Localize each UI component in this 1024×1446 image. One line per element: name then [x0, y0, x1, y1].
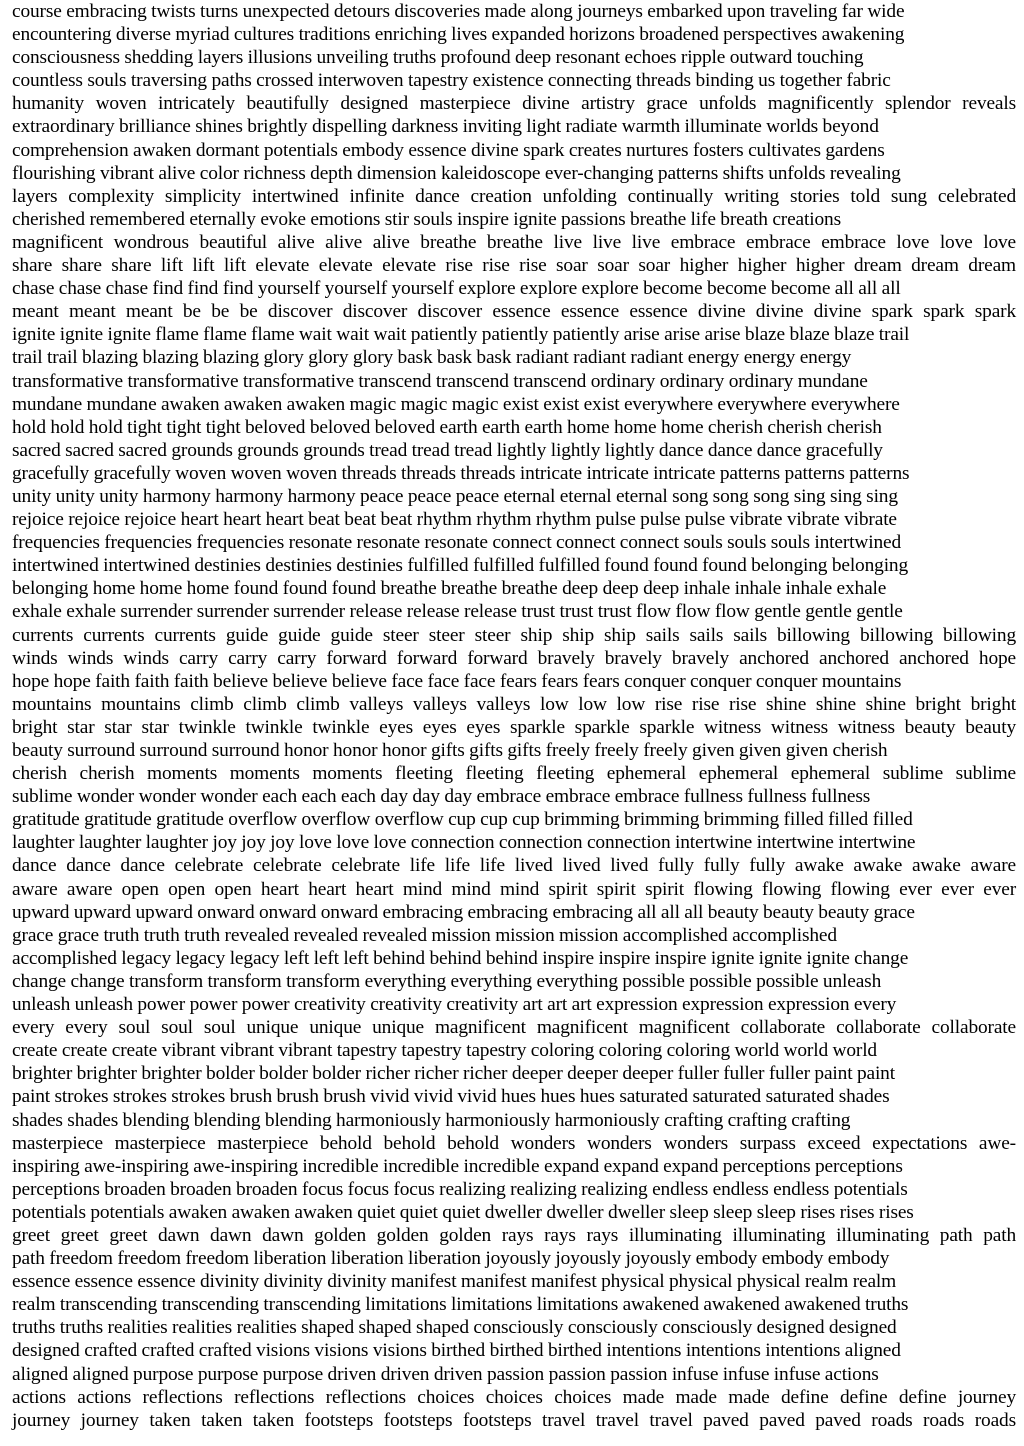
text-line: cherished remembered eternally evoke emotions stir souls inspire ignite passions breathe life breath creations	[12, 208, 841, 230]
text-line: cherish cherish moments moments moments fleeting fleeting fleeting ephemeral ephemeral ephemeral sublime sublime	[12, 763, 1016, 785]
text-line: greet greet greet dawn dawn dawn golden golden golden rays rays rays illuminating illuminating illuminating path path	[12, 1224, 1016, 1246]
text-line: belonging home home home found found found breathe breathe breathe deep deep deep inhale inhale inhale exhale	[12, 578, 887, 600]
text-line: encountering diverse myriad cultures traditions enriching lives expanded horizons broadened perspectives awakening	[12, 24, 905, 46]
text-line: layers complexity simplicity intertwined infinite dance creation unfolding continually writing stories told sung celebrated	[12, 185, 1016, 207]
text-line: share share share lift lift lift elevate elevate elevate rise rise rise soar soar soar higher higher higher dream dream dream	[12, 255, 1016, 277]
text-line: ignite ignite ignite flame flame flame wait wait wait patiently patiently patiently arise arise arise blaze blaze blaze trail	[12, 324, 910, 346]
text-line: gratitude gratitude gratitude overflow overflow overflow cup cup cup brimming brimming brimming filled filled filled	[12, 809, 913, 831]
text-line: mountains mountains climb climb climb valleys valleys valleys low low low rise rise rise shine shine shine bright bright	[12, 693, 1016, 715]
text-line: grace grace truth truth truth revealed revealed revealed mission mission mission accomplished accomplished	[12, 924, 837, 946]
text-line: change change transform transform transform everything everything everything possible possible possible unleash	[12, 970, 882, 992]
text-line: hope hope faith faith faith believe believe believe face face face fears fears fears conquer conquer conquer mountains	[12, 670, 902, 692]
text-line: create create create vibrant vibrant vibrant tapestry tapestry tapestry coloring coloring coloring world world world	[12, 1040, 877, 1062]
body-text	[12, 0, 1016, 1432]
text-line: chase chase chase find find find yourself yourself yourself explore explore explore become become become all all all	[12, 278, 901, 300]
text-line: actions actions reflections reflections reflections choices choices choices made made made define define define journey	[12, 1386, 1016, 1408]
text-line: comprehension awaken dormant potentials embody essence divine spark creates nurtures fosters cultivates gardens	[12, 139, 885, 161]
text-line: aware aware open open open heart heart heart mind mind mind spirit spirit spirit flowing flowing flowing ever ever ever	[12, 878, 1016, 900]
text-line: frequencies frequencies frequencies resonate resonate resonate connect connect connect souls souls souls intertwined	[12, 532, 902, 554]
text-line: consciousness shedding layers illusions unveiling truths profound deep resonant echoes ripple outward touching	[12, 47, 864, 69]
text-line: accomplished legacy legacy legacy left left left behind behind behind inspire inspire inspire ignite ignite ignite change	[12, 947, 909, 969]
text-line: potentials potentials awaken awaken awaken quiet quiet quiet dweller dweller dweller sleep sleep sleep rises rises rises	[12, 1201, 914, 1223]
text-line: unleash unleash power power power creativity creativity creativity art art art expression expression expression every	[12, 994, 897, 1016]
text-line: dance dance dance celebrate celebrate celebrate life life life lived lived lived fully fully fully awake awake awake aware	[12, 855, 1016, 877]
text-line: mundane mundane awaken awaken awaken magic magic magic exist exist exist everywhere everywhere everywhere	[12, 393, 900, 415]
text-line: journey journey taken taken taken footsteps footsteps footsteps travel travel travel paved paved paved roads roads roads	[12, 1409, 1016, 1431]
text-line: unity unity unity harmony harmony harmony peace peace peace eternal eternal eternal song song song sing sing sing	[12, 485, 898, 507]
text-line: intertwined intertwined destinies destinies destinies fulfilled fulfilled fulfilled found found found belonging belonging	[12, 555, 909, 577]
text-line: course embracing twists turns unexpected detours discoveries made along journeys embarked upon traveling far wide	[12, 1, 905, 22]
text-line: trail trail blazing blazing blazing glory glory glory bask bask bask radiant radiant radiant energy energy energy	[12, 347, 852, 369]
text-line: sublime wonder wonder wonder each each each day day day embrace embrace embrace fullness fullness fullness	[12, 786, 871, 808]
text-line: currents currents currents guide guide guide steer steer steer ship ship ship sails sails sails billowing billowing billowing	[12, 624, 1016, 646]
text-line: countless souls traversing paths crossed interwoven tapestry existence connecting threads binding us together fabric	[12, 70, 891, 92]
text-line: truths truths realities realities realities shaped shaped shaped consciously consciously consciously designed designed	[12, 1317, 897, 1339]
text-line: essence essence essence divinity divinity divinity manifest manifest manifest physical physical physical realm realm	[12, 1271, 897, 1293]
text-line: rejoice rejoice rejoice heart heart heart beat beat beat rhythm rhythm rhythm pulse pulse pulse vibrate vibrate vibrate	[12, 509, 897, 531]
text-line: perceptions broaden broaden broaden focus focus focus realizing realizing realizing endless endless endless potentials	[12, 1178, 908, 1200]
text-line: transformative transformative transformative transcend transcend transcend ordinary ordinary ordinary mundane	[12, 370, 868, 392]
text-line: gracefully gracefully woven woven woven threads threads threads intricate intricate intricate patterns patterns patterns	[12, 462, 910, 484]
text-line: magnificent wondrous beautiful alive alive alive breathe breathe live live live embrace embrace embrace love love love	[12, 231, 1016, 253]
text-line: paint strokes strokes strokes brush brush brush vivid vivid vivid hues hues hues saturated saturated saturated shades	[12, 1086, 890, 1108]
text-line: hold hold hold tight tight tight beloved beloved beloved earth earth earth home home home cherish cherish cherish	[12, 416, 882, 438]
text-line: inspiring awe-inspiring awe-inspiring incredible incredible incredible expand expand expand perceptions perceptions	[12, 1155, 903, 1177]
text-line: meant meant meant be be be discover discover discover essence essence essence divine divine divine spark spark spark	[12, 301, 1016, 323]
text-line: brighter brighter brighter bolder bolder bolder richer richer richer deeper deeper deeper fuller fuller fuller paint paint	[12, 1063, 895, 1085]
text-line: flourishing vibrant alive color richness depth dimension kaleidoscope ever-changing patterns shifts unfolds revealing	[12, 162, 901, 184]
text-line: bright star star star twinkle twinkle twinkle eyes eyes eyes sparkle sparkle sparkle witness witness witness beauty beauty	[12, 716, 1016, 738]
text-line: humanity woven intricately beautifully designed masterpiece divine artistry grace unfolds magnificently splendor reveals	[12, 93, 1016, 115]
text-line: path freedom freedom freedom liberation liberation liberation joyously joyously joyously embody embody embody	[12, 1248, 890, 1270]
text-line: upward upward upward onward onward onward embracing embracing embracing all all all beauty beauty beauty grace	[12, 901, 915, 923]
text-line: exhale exhale surrender surrender surrender release release release trust trust trust flow flow flow gentle gentle gentle	[12, 601, 903, 623]
text-line: laughter laughter laughter joy joy joy love love love connection connection connection intertwine intertwine intertwine	[12, 832, 916, 854]
text-line: every every soul soul soul unique unique unique magnificent magnificent magnificent collaborate collaborate collaborate	[12, 1017, 1016, 1039]
text-line: realm transcending transcending transcending limitations limitations limitations awakened awakened awakened truths	[12, 1294, 909, 1316]
text-line: winds winds winds carry carry carry forward forward forward bravely bravely bravely anchored anchored anchored hope	[12, 647, 1016, 669]
text-line: aligned aligned purpose purpose purpose driven driven driven passion passion passion infuse infuse infuse actions	[12, 1363, 879, 1385]
text-line: sacred sacred sacred grounds grounds grounds tread tread tread lightly lightly lightly dance dance dance gracefully	[12, 439, 883, 461]
text-line: beauty surround surround surround honor honor honor gifts gifts gifts freely freely freely given given given cherish	[12, 740, 888, 761]
text-line: extraordinary brilliance shines brightly dispelling darkness inviting light radiate warmth illuminate worlds beyond	[12, 116, 879, 138]
text-line: masterpiece masterpiece masterpiece behold behold behold wonders wonders wonders surpass exceed expectations awe-	[12, 1132, 1016, 1154]
text-line: designed crafted crafted crafted visions visions visions birthed birthed birthed intentions intentions intentions aligned	[12, 1340, 901, 1362]
text-line: shades shades blending blending blending harmoniously harmoniously harmoniously crafting crafting crafting	[12, 1109, 851, 1131]
